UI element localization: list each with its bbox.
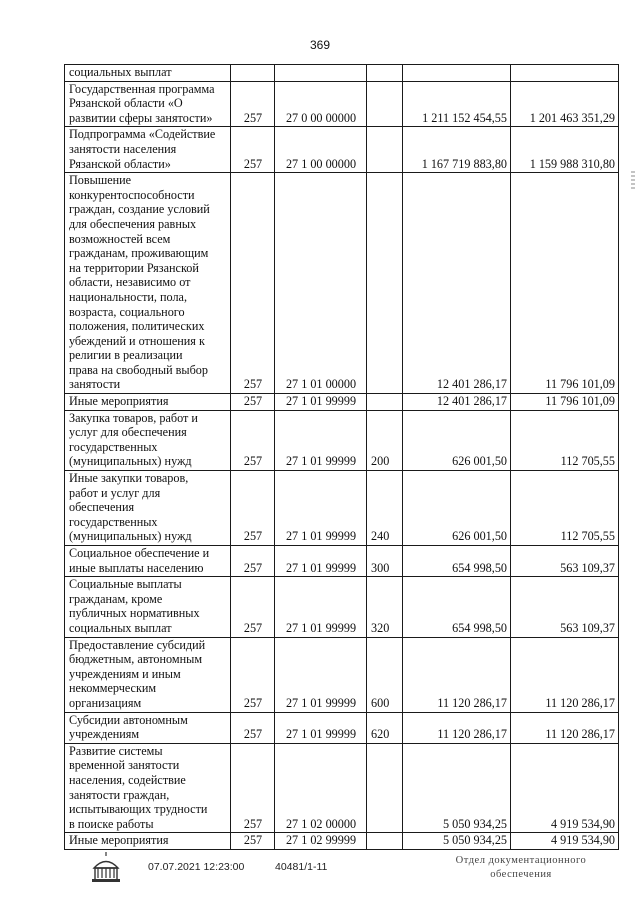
table-row — [65, 410, 619, 470]
cell-target-article — [275, 65, 367, 82]
cell-name: Государственная программа Рязанской области «О развитии сферы занятости» — [65, 81, 231, 127]
cell-amount-executed: 563 109,37 — [511, 577, 619, 637]
cell-name: Иные мероприятия — [65, 394, 231, 411]
cell-amount-approved — [403, 65, 511, 82]
cell-expense-type — [367, 394, 403, 411]
cell-name: Предоставление субсидий бюджетным, автономным учреждениям и иным некоммерческим организациям — [65, 637, 231, 712]
department-stamp: Отдел документационного обеспечения — [455, 855, 587, 880]
cell-expense-type — [367, 65, 403, 82]
cell-expense-type: 600 — [367, 637, 403, 712]
table-row — [65, 712, 619, 743]
cell-admin-code: 257 — [231, 712, 275, 743]
cell-admin-code: 257 — [231, 546, 275, 577]
table-row — [65, 173, 619, 394]
cell-target-article: 27 1 01 99999 — [275, 546, 367, 577]
table-row — [65, 577, 619, 637]
table-row — [65, 471, 619, 546]
cell-name: Иные мероприятия — [65, 833, 231, 850]
cell-target-article: 27 1 01 99999 — [275, 637, 367, 712]
table-row — [65, 546, 619, 577]
cell-admin-code: 257 — [231, 833, 275, 850]
cell-amount-approved: 5 050 934,25 — [403, 743, 511, 833]
cell-admin-code: 257 — [231, 637, 275, 712]
scan-edge-marks — [630, 170, 636, 230]
cell-name: Повышение конкурентоспособности граждан, создание условий для обеспечения равных возможностей всем гражданам, проживающим на территории Рязанской области, независимо от национальности, пола, возраста, социального положения, политических убеждений и отношения к религии в реализации права на свободный выбор занятости — [65, 173, 231, 394]
page-number: 369 — [309, 38, 331, 52]
cell-amount-approved: 12 401 286,17 — [403, 173, 511, 394]
cell-amount-approved: 11 120 286,17 — [403, 637, 511, 712]
cell-target-article: 27 1 01 00000 — [275, 173, 367, 394]
cell-target-article: 27 0 00 00000 — [275, 81, 367, 127]
cell-expense-type: 300 — [367, 546, 403, 577]
cell-target-article: 27 1 02 99999 — [275, 833, 367, 850]
cell-amount-executed — [511, 65, 619, 82]
cell-name: Социальные выплаты гражданам, кроме публичных нормативных социальных выплат — [65, 577, 231, 637]
cell-name: Подпрограмма «Содействие занятости населения Рязанской области» — [65, 127, 231, 173]
cell-amount-executed: 4 919 534,90 — [511, 743, 619, 833]
cell-expense-type — [367, 81, 403, 127]
cell-name: Субсидии автономным учреждениям — [65, 712, 231, 743]
cell-expense-type: 240 — [367, 471, 403, 546]
cell-target-article: 27 1 01 99999 — [275, 712, 367, 743]
cell-amount-approved: 1 167 719 883,80 — [403, 127, 511, 173]
cell-amount-approved: 11 120 286,17 — [403, 712, 511, 743]
cell-target-article: 27 1 01 99999 — [275, 577, 367, 637]
cell-expense-type — [367, 743, 403, 833]
cell-name: Социальное обеспечение и иные выплаты населению — [65, 546, 231, 577]
cell-amount-executed: 4 919 534,90 — [511, 833, 619, 850]
cell-expense-type: 620 — [367, 712, 403, 743]
cell-expense-type: 320 — [367, 577, 403, 637]
cell-amount-approved: 626 001,50 — [403, 410, 511, 470]
table-row — [65, 81, 619, 127]
cell-amount-executed: 11 796 101,09 — [511, 394, 619, 411]
cell-amount-executed: 11 120 286,17 — [511, 637, 619, 712]
cell-amount-executed: 112 705,55 — [511, 410, 619, 470]
cell-admin-code: 257 — [231, 394, 275, 411]
cell-name: Развитие системы временной занятости населения, содействие занятости граждан, испытывающих трудности в поиске работы — [65, 743, 231, 833]
cell-target-article: 27 1 01 99999 — [275, 394, 367, 411]
cell-target-article: 27 1 01 99999 — [275, 471, 367, 546]
cell-admin-code: 257 — [231, 173, 275, 394]
cell-admin-code: 257 — [231, 410, 275, 470]
cell-admin-code — [231, 65, 275, 82]
cell-amount-approved: 654 998,50 — [403, 546, 511, 577]
cell-amount-executed: 11 120 286,17 — [511, 712, 619, 743]
cell-admin-code: 257 — [231, 743, 275, 833]
cell-target-article: 27 1 00 00000 — [275, 127, 367, 173]
cell-admin-code: 257 — [231, 81, 275, 127]
table-row — [65, 743, 619, 833]
cell-amount-approved: 1 211 152 454,55 — [403, 81, 511, 127]
cell-amount-approved: 12 401 286,17 — [403, 394, 511, 411]
cell-name: социальных выплат — [65, 65, 231, 82]
table-row — [65, 127, 619, 173]
footer-doc-number: 40481/1-11 — [275, 861, 328, 873]
table-row — [65, 833, 619, 850]
cell-amount-approved: 5 050 934,25 — [403, 833, 511, 850]
cell-expense-type — [367, 173, 403, 394]
cell-admin-code: 257 — [231, 127, 275, 173]
table-row — [65, 637, 619, 712]
cell-amount-executed: 563 109,37 — [511, 546, 619, 577]
cell-expense-type — [367, 833, 403, 850]
cell-name: Иные закупки товаров, работ и услуг для обеспечения государственных (муниципальных) нужд — [65, 471, 231, 546]
budget-table — [64, 64, 619, 850]
cell-expense-type: 200 — [367, 410, 403, 470]
footer-datetime: 07.07.2021 12:23:00 — [148, 861, 245, 873]
cell-amount-executed: 1 201 463 351,29 — [511, 81, 619, 127]
cell-target-article: 27 1 02 00000 — [275, 743, 367, 833]
cell-amount-executed: 1 159 988 310,80 — [511, 127, 619, 173]
cell-amount-executed: 112 705,55 — [511, 471, 619, 546]
table-row — [65, 394, 619, 411]
cell-target-article: 27 1 01 99999 — [275, 410, 367, 470]
cell-admin-code: 257 — [231, 471, 275, 546]
cell-name: Закупка товаров, работ и услуг для обеспечения государственных (муниципальных) нужд — [65, 410, 231, 470]
table-row — [65, 65, 619, 82]
cell-expense-type — [367, 127, 403, 173]
cell-amount-approved: 626 001,50 — [403, 471, 511, 546]
cell-amount-executed: 11 796 101,09 — [511, 173, 619, 394]
cell-admin-code: 257 — [231, 577, 275, 637]
duma-logo-icon — [86, 852, 126, 884]
cell-amount-approved: 654 998,50 — [403, 577, 511, 637]
